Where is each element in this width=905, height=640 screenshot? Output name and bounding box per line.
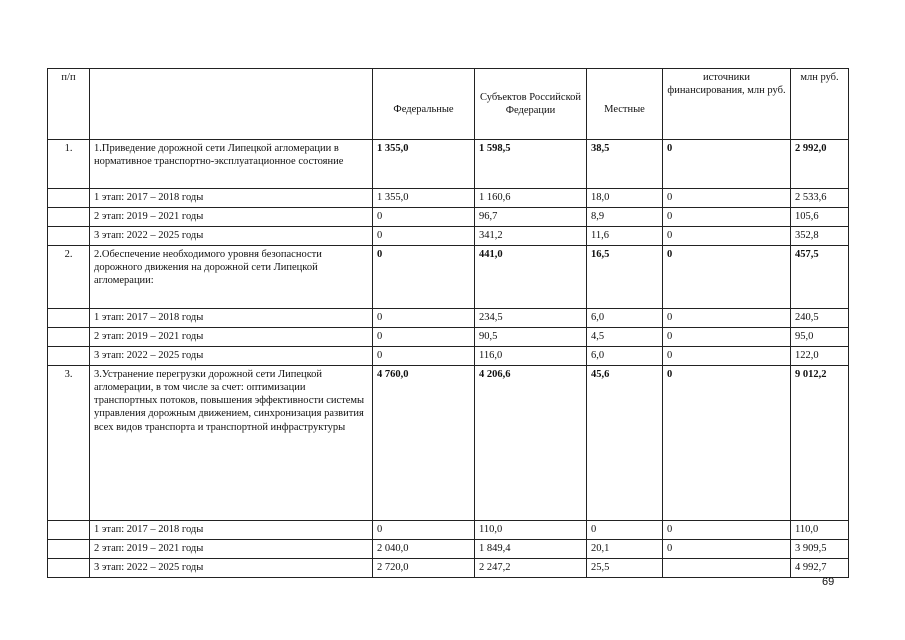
cell-other: [663, 559, 791, 578]
stage-label: 3 этап: 2022 – 2025 годы: [90, 559, 373, 578]
cell-total: 4 992,7: [791, 559, 849, 578]
header-federal: Федеральные: [373, 69, 475, 140]
cell-subjects: 2 247,2: [475, 559, 587, 578]
row-number: [48, 309, 90, 328]
cell-federal: 0: [373, 227, 475, 246]
funding-table: [47, 68, 849, 578]
table-row: [48, 366, 849, 521]
header-local: Местные: [587, 69, 663, 140]
cell-total: 9 012,2: [791, 366, 849, 521]
table-row: [48, 189, 849, 208]
stage-label: 2 этап: 2019 – 2021 годы: [90, 540, 373, 559]
row-number: 1.: [48, 140, 90, 189]
cell-other: 0: [663, 366, 791, 521]
table-row: [48, 309, 849, 328]
cell-other: 0: [663, 309, 791, 328]
cell-other: 0: [663, 140, 791, 189]
cell-total: 122,0: [791, 347, 849, 366]
cell-local: 20,1: [587, 540, 663, 559]
cell-federal: 0: [373, 347, 475, 366]
cell-local: 8,9: [587, 208, 663, 227]
cell-other: 0: [663, 540, 791, 559]
cell-federal: 2 720,0: [373, 559, 475, 578]
cell-federal: 0: [373, 208, 475, 227]
cell-subjects: 234,5: [475, 309, 587, 328]
cell-subjects: 1 849,4: [475, 540, 587, 559]
table-row: [48, 347, 849, 366]
cell-subjects: 90,5: [475, 328, 587, 347]
cell-local: 0: [587, 521, 663, 540]
table-row: [48, 140, 849, 189]
stage-label: 3 этап: 2022 – 2025 годы: [90, 347, 373, 366]
cell-total: 95,0: [791, 328, 849, 347]
cell-local: 18,0: [587, 189, 663, 208]
cell-other: 0: [663, 246, 791, 309]
cell-local: 38,5: [587, 140, 663, 189]
table-row: [48, 559, 849, 578]
row-number: 3.: [48, 366, 90, 521]
cell-local: 45,6: [587, 366, 663, 521]
cell-other: 0: [663, 227, 791, 246]
table-row: [48, 328, 849, 347]
row-title: 3.Устранение перегрузки дорожной сети Липецкой агломерации, в том числе за счет: оптимизации транспортных потоков, повышения эффективности системы управления дорожным движением, синхронизация развития всех видов транспорта и транспортной инфраструктуры: [90, 366, 373, 521]
stage-label: 2 этап: 2019 – 2021 годы: [90, 328, 373, 347]
header-sources: источники финансирования, млн руб.: [663, 69, 791, 140]
cell-federal: 0: [373, 521, 475, 540]
cell-local: 11,6: [587, 227, 663, 246]
table-row: [48, 246, 849, 309]
table-row: [48, 227, 849, 246]
table-row: [48, 208, 849, 227]
header-subjects: Субъектов Российской Федерации: [475, 69, 587, 140]
stage-label: 1 этап: 2017 – 2018 годы: [90, 521, 373, 540]
header-total: млн руб.: [791, 69, 849, 140]
row-number: [48, 347, 90, 366]
row-title: 2.Обеспечение необходимого уровня безопасности дорожного движения на дорожной сети Липецкой агломерации:: [90, 246, 373, 309]
cell-total: 457,5: [791, 246, 849, 309]
row-number: [48, 328, 90, 347]
cell-subjects: 110,0: [475, 521, 587, 540]
row-number: [48, 521, 90, 540]
cell-federal: 1 355,0: [373, 189, 475, 208]
row-title: 1.Приведение дорожной сети Липецкой агломерации в нормативное транспортно-эксплуатационное состояние: [90, 140, 373, 189]
cell-federal: 4 760,0: [373, 366, 475, 521]
cell-total: 2 992,0: [791, 140, 849, 189]
cell-total: 240,5: [791, 309, 849, 328]
cell-federal: 0: [373, 328, 475, 347]
row-number: [48, 227, 90, 246]
cell-subjects: 341,2: [475, 227, 587, 246]
row-number: [48, 559, 90, 578]
cell-subjects: 116,0: [475, 347, 587, 366]
row-number: [48, 540, 90, 559]
row-number: [48, 189, 90, 208]
cell-other: 0: [663, 521, 791, 540]
header-name: [90, 69, 373, 140]
cell-local: 4,5: [587, 328, 663, 347]
row-number: [48, 208, 90, 227]
table-header-row: [48, 69, 849, 140]
cell-other: 0: [663, 328, 791, 347]
cell-total: 110,0: [791, 521, 849, 540]
cell-local: 6,0: [587, 309, 663, 328]
stage-label: 2 этап: 2019 – 2021 годы: [90, 208, 373, 227]
page-number: 69: [822, 576, 835, 588]
cell-other: 0: [663, 347, 791, 366]
cell-total: 352,8: [791, 227, 849, 246]
stage-label: 1 этап: 2017 – 2018 годы: [90, 189, 373, 208]
cell-local: 16,5: [587, 246, 663, 309]
cell-subjects: 4 206,6: [475, 366, 587, 521]
cell-federal: 1 355,0: [373, 140, 475, 189]
stage-label: 1 этап: 2017 – 2018 годы: [90, 309, 373, 328]
table-row: [48, 521, 849, 540]
cell-federal: 0: [373, 309, 475, 328]
cell-other: 0: [663, 189, 791, 208]
cell-local: 6,0: [587, 347, 663, 366]
cell-subjects: 1 598,5: [475, 140, 587, 189]
cell-subjects: 96,7: [475, 208, 587, 227]
stage-label: 3 этап: 2022 – 2025 годы: [90, 227, 373, 246]
row-number: 2.: [48, 246, 90, 309]
cell-other: 0: [663, 208, 791, 227]
table-row: [48, 540, 849, 559]
cell-federal: 0: [373, 246, 475, 309]
cell-subjects: 441,0: [475, 246, 587, 309]
cell-subjects: 1 160,6: [475, 189, 587, 208]
header-num: п/п: [48, 69, 90, 140]
cell-federal: 2 040,0: [373, 540, 475, 559]
cell-total: 2 533,6: [791, 189, 849, 208]
cell-total: 3 909,5: [791, 540, 849, 559]
cell-local: 25,5: [587, 559, 663, 578]
cell-total: 105,6: [791, 208, 849, 227]
